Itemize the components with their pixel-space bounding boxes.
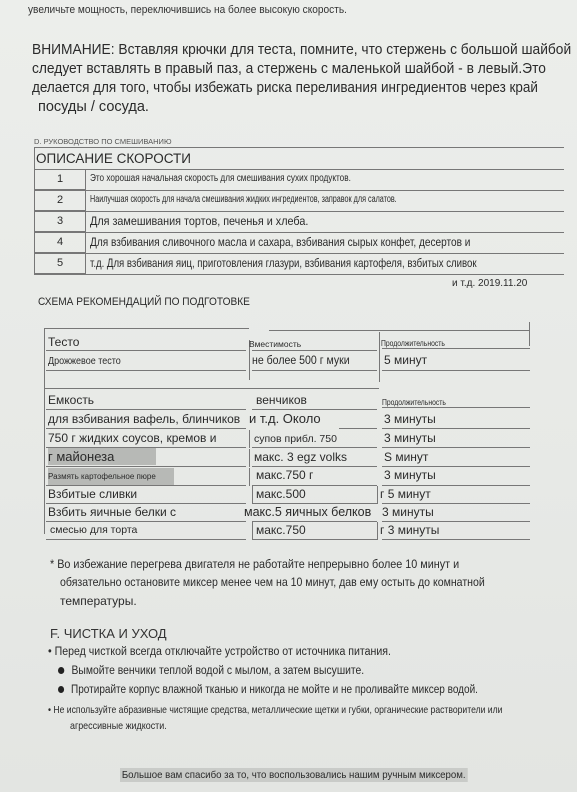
- prep-table: [44, 318, 534, 540]
- cleaning-item: Вымойте венчики теплой водой с мылом, а затем высушите.: [58, 665, 364, 677]
- thanks-note: Большое вам спасибо за то, что воспользовались нашим ручным миксером.: [121, 769, 466, 781]
- speed-table-header: ОПИСАНИЕ СКОРОСТИ: [34, 147, 564, 170]
- whisk-capacity: супов прибл. 750: [254, 433, 337, 445]
- whisk-capacity: макс.5 яичных белков: [244, 505, 372, 519]
- speed-trailing: и т.д. 2019.11.20: [452, 278, 528, 289]
- overheat-note-2: обязательно остановите миксер менее чем на 10 минут, дав ему остыть до комнатной: [60, 575, 485, 589]
- speed-row: 3 Для замешивания тортов, печенья и хлеба.: [34, 211, 564, 233]
- warning-line-1: ВНИМАНИЕ: Вставляя крючки для теста, помните, что стержень с большой шайбой: [32, 42, 572, 58]
- whisk-item: Взбить яичные белки с: [48, 505, 177, 519]
- whisk-item: смесью для торта: [50, 524, 138, 536]
- cleaning-item: • Перед чисткой всегда отключайте устройство от источника питания.: [48, 646, 391, 658]
- cleaning-item: • Не используйте абразивные чистящие средства, металлические щетки и губки, органические растворители или: [48, 704, 503, 716]
- speed-row: 4 Для взбивания сливочного масла и сахара, взбивания сырых конфет, десертов и: [34, 232, 564, 254]
- whisk-time: 3 минуты: [384, 468, 436, 482]
- whisk-col3-header: Продолжительность: [382, 397, 446, 407]
- whisk-time: S минут: [384, 450, 429, 464]
- whisk-capacity: макс.750: [256, 523, 306, 537]
- cleaning-item: агрессивные жидкости.: [70, 720, 167, 732]
- prep-col2-header: Вместимость: [249, 339, 302, 349]
- dough-capacity: не более 500 г муки: [252, 353, 350, 367]
- whisk-item: для взбивания вафель, блинчиков: [48, 412, 241, 426]
- warning-line-3: делается для того, чтобы избежать риска переливания ингредиентов через край: [32, 80, 538, 96]
- schema-title: СХЕМА РЕКОМЕНДАЦИЙ ПО ПОДГОТОВКЕ: [38, 296, 250, 308]
- whisk-item: 750 г жидких соусов, кремов и: [48, 431, 217, 445]
- whisk-col2-header: венчиков: [256, 393, 307, 407]
- speed-row: 2 Наилучшая скорость для начала смешивания жидких ингредиентов, заправок для салатов.: [34, 190, 564, 212]
- whisk-col1-header: Емкость: [48, 393, 95, 407]
- overheat-note-3: температуры.: [60, 594, 137, 608]
- speed-table: [34, 147, 564, 275]
- whisk-capacity: макс. 3 egz volks: [254, 450, 348, 464]
- prep-col1-header: Тесто: [48, 335, 80, 349]
- whisk-time: 3 минуты: [384, 431, 436, 445]
- whisk-capacity: макс.500: [256, 487, 306, 501]
- prep-col3-header: Продолжительность: [381, 338, 445, 348]
- dough-time: 5 минут: [384, 353, 428, 367]
- whisk-time: 3 минуты: [384, 412, 436, 426]
- whisk-capacity: и т.д. Около: [249, 411, 321, 426]
- whisk-time: г 5 минут: [380, 487, 431, 501]
- cleaning-item: Протирайте корпус влажной тканью и никогда не мойте и не проливайте миксер водой.: [58, 684, 478, 696]
- speed-row: 5 т.д. Для взбивания яиц, приготовления глазури, взбивания картофеля, взбитых сливок: [34, 253, 564, 275]
- warning-line-4: посуды / сосуда.: [38, 99, 149, 115]
- whisk-time: г 3 минуты: [380, 523, 440, 537]
- cleaning-title: F. ЧИСТКА И УХОД: [50, 626, 167, 641]
- section-d-label: D. РУКОВОДСТВО ПО СМЕШИВАНИЮ: [34, 137, 172, 146]
- speed-row: 1 Это хорошая начальная скорость для смешивания сухих продуктов.: [34, 169, 564, 191]
- bullet-icon: [58, 686, 64, 693]
- warning-line-2: следует вставлять в правый паз, а стержень с маленькой шайбой - в левый.Это: [32, 61, 546, 77]
- whisk-item: Размять картофельное пюре: [48, 468, 174, 485]
- whisk-item: г майонеза: [48, 448, 156, 465]
- top-line: увеличьте мощность, переключившись на более высокую скорость.: [28, 4, 347, 16]
- whisk-time: 3 минуты: [382, 505, 434, 519]
- whisk-item: Взбитые сливки: [48, 487, 138, 501]
- bullet-icon: [58, 667, 64, 674]
- dough-item: Дрожжевое тесто: [48, 356, 121, 367]
- whisk-capacity: макс.750 г: [256, 468, 314, 482]
- overheat-note-1: * Во избежание перегрева двигателя не работайте непрерывно более 10 минут и: [50, 557, 460, 571]
